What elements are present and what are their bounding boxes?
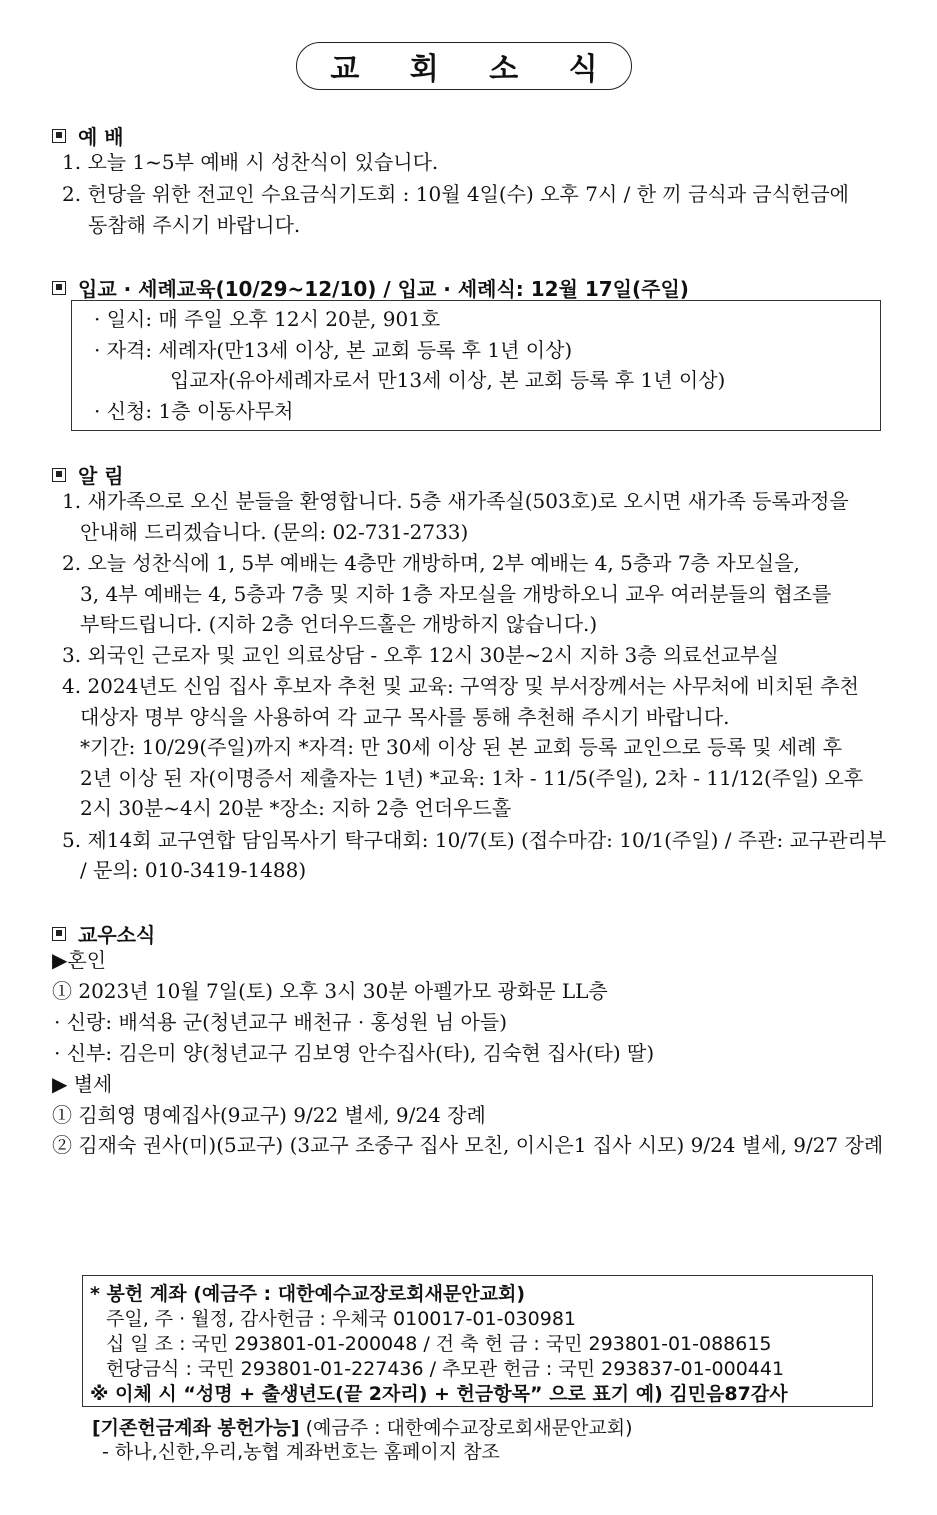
notice-line: 대상자 명부 양식을 사용하여 각 교구 목사를 통해 추천해 주시기 바랍니다. [80, 705, 730, 729]
square-bullet-icon [52, 129, 66, 143]
offering-account-line: 십 일 조 : 국민 293801-01-200048 / 건 축 헌 금 : 국민 293801-01-088615 [106, 1333, 772, 1355]
wedding-label: ▶혼인 [52, 948, 107, 972]
offering-account-line: 주일, 주 · 월정, 감사헌금 : 우체국 010017-01-030981 [106, 1308, 576, 1330]
offering-account-line: 헌당금식 : 국민 293801-01-227436 / 추모관 헌금 : 국민 293837-01-000441 [106, 1358, 785, 1380]
groom: · 신랑: 배석용 군(청년교구 배천규 · 홍성원 님 아들) [54, 1010, 507, 1034]
wedding-date: ① 2023년 10월 7일(토) 오후 3시 30분 아펠가모 광화문 LL층 [52, 979, 608, 1003]
worship-heading: 예 배 [52, 121, 124, 150]
notice-line: / 문의: 010-3419-1488) [80, 858, 307, 882]
page-title-box [296, 42, 632, 90]
legacy-note: - 하나,신한,우리,농협 계좌번호는 홈페이지 참조 [102, 1441, 500, 1463]
members-heading: 교우소식 [52, 919, 155, 948]
bride: · 신부: 김은미 양(청년교구 김보영 안수집사(타), 김숙현 집사(타) 딸) [54, 1041, 655, 1065]
notice-line: 부탁드립니다. (지하 2층 언더우드홀은 개방하지 않습니다.) [80, 612, 598, 636]
death-label: ▶ 별세 [52, 1072, 113, 1096]
offering-transfer-note: ※ 이체 시 “성명 + 출생년도(끝 2자리) + 헌금항목” 으로 표기 예) 김민음87감사 [90, 1383, 788, 1405]
square-bullet-icon [52, 468, 66, 482]
legacy-label: [기존헌금계좌 봉헌가능] [92, 1417, 300, 1439]
notice-line: 2시 30분~4시 20분 *장소: 지하 2층 언더우드홀 [80, 796, 512, 820]
notice-line: 2. 오늘 성찬식에 1, 5부 예배는 4층만 개방하며, 2부 예배는 4, 5층과 7층 자모실을, [62, 551, 800, 575]
notice-line: 5. 제14회 교구연합 담임목사기 탁구대회: 10/7(토) (접수마감: 10/1(주일) / 주관: 교구관리부 [62, 828, 887, 852]
square-bullet-icon [52, 281, 66, 295]
notice-line: 3. 외국인 근로자 및 교인 의료상담 - 오후 12시 30분~2시 지하 3층 의료선교부실 [62, 643, 779, 667]
death-item: ② 김재숙 권사(미)(5교구) (3교구 조중구 집사 모친, 이시은1 집사 시모) 9/24 별세, 9/27 장례 [52, 1133, 884, 1157]
baptism-eligibility-confirm: 입교자(유아세례자로서 만13세 이상, 본 교회 등록 후 1년 이상) [170, 368, 726, 392]
notice-line: 안내해 드리겠습니다. (문의: 02-731-2733) [80, 520, 469, 544]
baptism-apply: · 신청: 1층 이동사무처 [94, 399, 294, 423]
worship-line-3: 동참해 주시기 바랍니다. [88, 213, 301, 237]
page-title: 교 회 소 식 [330, 52, 618, 87]
legacy-owner: (예금주 : 대한예수교장로회새문안교회) [305, 1417, 633, 1439]
offering-heading: * 봉헌 계좌 (예금주 : 대한예수교장로회새문안교회) [90, 1283, 526, 1305]
baptism-date: · 일시: 매 주일 오후 12시 20분, 901호 [94, 307, 441, 331]
notice-line: 1. 새가족으로 오신 분들을 환영합니다. 5층 새가족실(503호)로 오시면 새가족 등록과정을 [62, 489, 849, 513]
notice-line: 3, 4부 예배는 4, 5층과 7층 및 지하 1층 자모실을 개방하오니 교우 여러분들의 협조를 [80, 582, 832, 606]
worship-line-2: 2. 헌당을 위한 전교인 수요금식기도회 : 10월 4일(수) 오후 7시 / 한 끼 금식과 금식헌금에 [62, 182, 849, 206]
death-item: ① 김희영 명예집사(9교구) 9/22 별세, 9/24 장례 [52, 1103, 486, 1127]
baptism-heading: 입교 · 세례교육(10/29~12/10) / 입교 · 세례식: 12월 17일(주일) [52, 273, 689, 302]
square-bullet-icon [52, 927, 66, 941]
baptism-eligibility: · 자격: 세례자(만13세 이상, 본 교회 등록 후 1년 이상) [94, 338, 573, 362]
worship-line-1: 1. 오늘 1~5부 예배 시 성찬식이 있습니다. [62, 150, 439, 174]
notice-line: *기간: 10/29(주일)까지 *자격: 만 30세 이상 된 본 교회 등록 교인으로 등록 및 세례 후 [80, 735, 843, 759]
notices-heading: 알 림 [52, 460, 124, 489]
notice-line: 2년 이상 된 자(이명증서 제출자는 1년) *교육: 1차 - 11/5(주일), 2차 - 11/12(주일) 오후 [80, 766, 864, 790]
notice-line: 4. 2024년도 신임 집사 후보자 추천 및 교육: 구역장 및 부서장께서는 사무처에 비치된 추천 [62, 674, 859, 698]
